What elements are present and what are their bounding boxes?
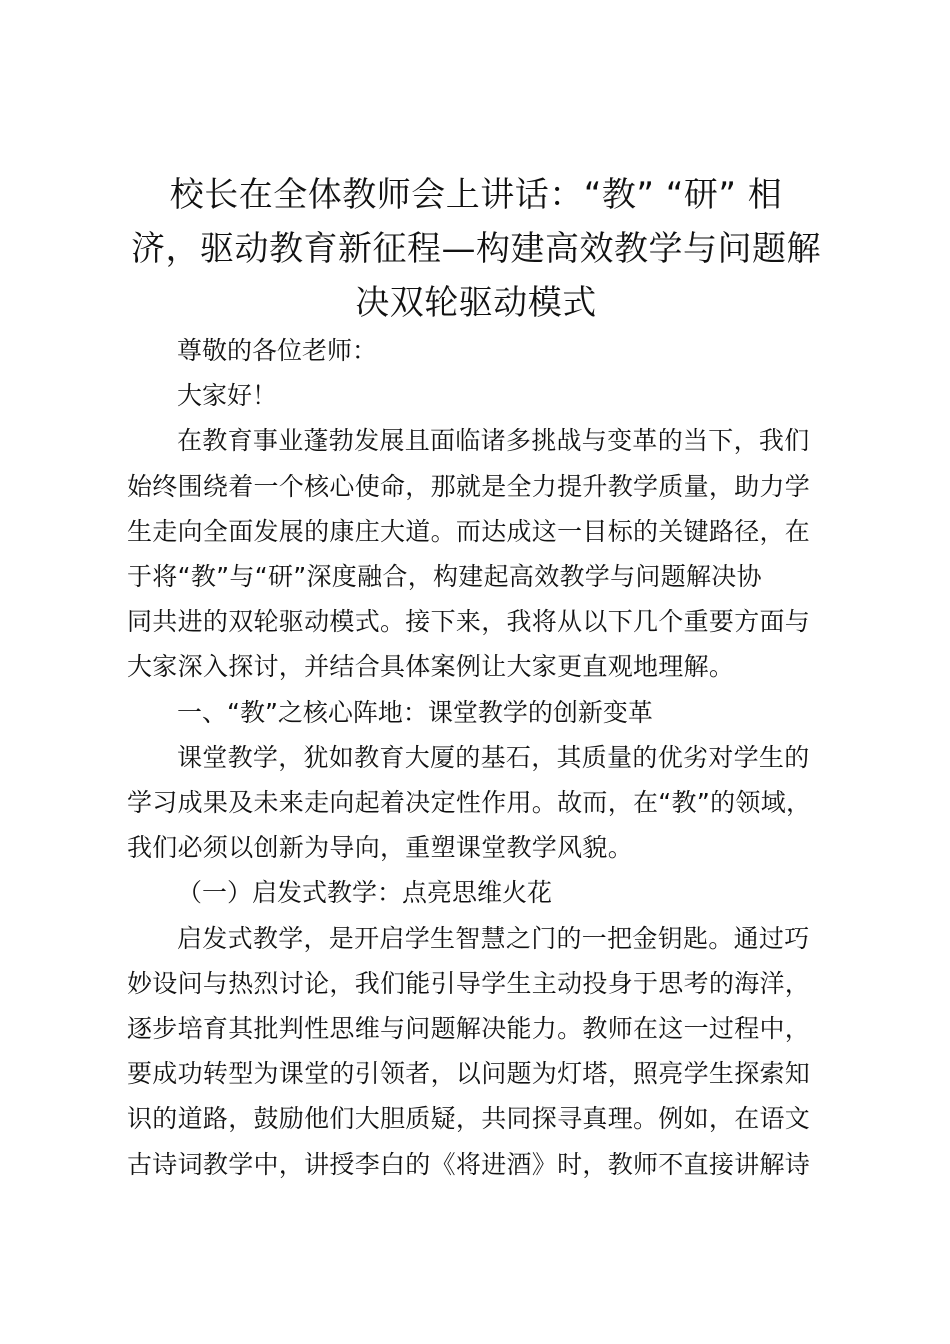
- paragraph-line: 于将“教”与“研”深度融合，构建起高效教学与问题解决协: [127, 562, 762, 592]
- salutation: 尊敬的各位老师：: [177, 336, 378, 365]
- title-line: 校长在全体教师会上讲话：“教” “研” 相: [169, 175, 783, 215]
- paragraph-line: 同共进的双轮驱动模式。接下来，我将从以下几个重要方面与: [127, 607, 811, 637]
- subsection1-paragraph: [127, 916, 847, 1187]
- paragraph-line: 识的道路，鼓励他们大胆质疑，共同探寻真理。例如，在语文: [127, 1104, 811, 1134]
- paragraph-line: 学习成果及未来走向起着决定性作用。故而，在“教”的领域，: [127, 788, 812, 818]
- subsection-heading: （一）启发式教学：点亮思维火花: [177, 878, 553, 908]
- title-line: 济，驱动教育新征程—构建高效教学与问题解: [131, 229, 821, 269]
- paragraph-line: 始终围绕着一个核心使命，那就是全力提升教学质量，助力学: [127, 471, 811, 501]
- section-heading: 一、“教”之核心阵地：课堂教学的创新变革: [177, 697, 653, 727]
- paragraph-line: 逐步培育其批判性思维与问题解决能力。教师在这一过程中，: [127, 1014, 811, 1044]
- document-body: [127, 328, 847, 1187]
- paragraph-line: 我们必须以创新为导向，重塑课堂教学风貌。: [127, 833, 634, 863]
- intro-paragraph: [127, 418, 847, 689]
- paragraph-line: 生走向全面发展的康庄大道。而达成这一目标的关键路径，在: [127, 516, 811, 546]
- paragraph-line: 妙设问与热烈讨论，我们能引导学生主动投身于思考的海洋，: [127, 968, 811, 998]
- title-line: 决双轮驱动模式: [355, 283, 597, 323]
- paragraph-line: 在教育事业蓬勃发展且面临诸多挑战与变革的当下，我们: [177, 426, 810, 456]
- greeting: 大家好！: [177, 381, 278, 411]
- paragraph-line: 大家深入探讨，并结合具体案例让大家更直观地理解。: [127, 652, 735, 682]
- paragraph-line: 课堂教学，犹如教育大厦的基石，其质量的优劣对学生的: [177, 742, 810, 772]
- section1-paragraph: [127, 735, 847, 871]
- document-title: [120, 168, 832, 330]
- paragraph-line: 要成功转型为课堂的引领者，以问题为灯塔，照亮学生探索知: [127, 1059, 811, 1089]
- paragraph-line: 启发式教学，是开启学生智慧之门的一把金钥匙。通过巧: [177, 923, 810, 953]
- paragraph-line: 古诗词教学中，讲授李白的《将进酒》时，教师不直接讲解诗: [127, 1149, 811, 1179]
